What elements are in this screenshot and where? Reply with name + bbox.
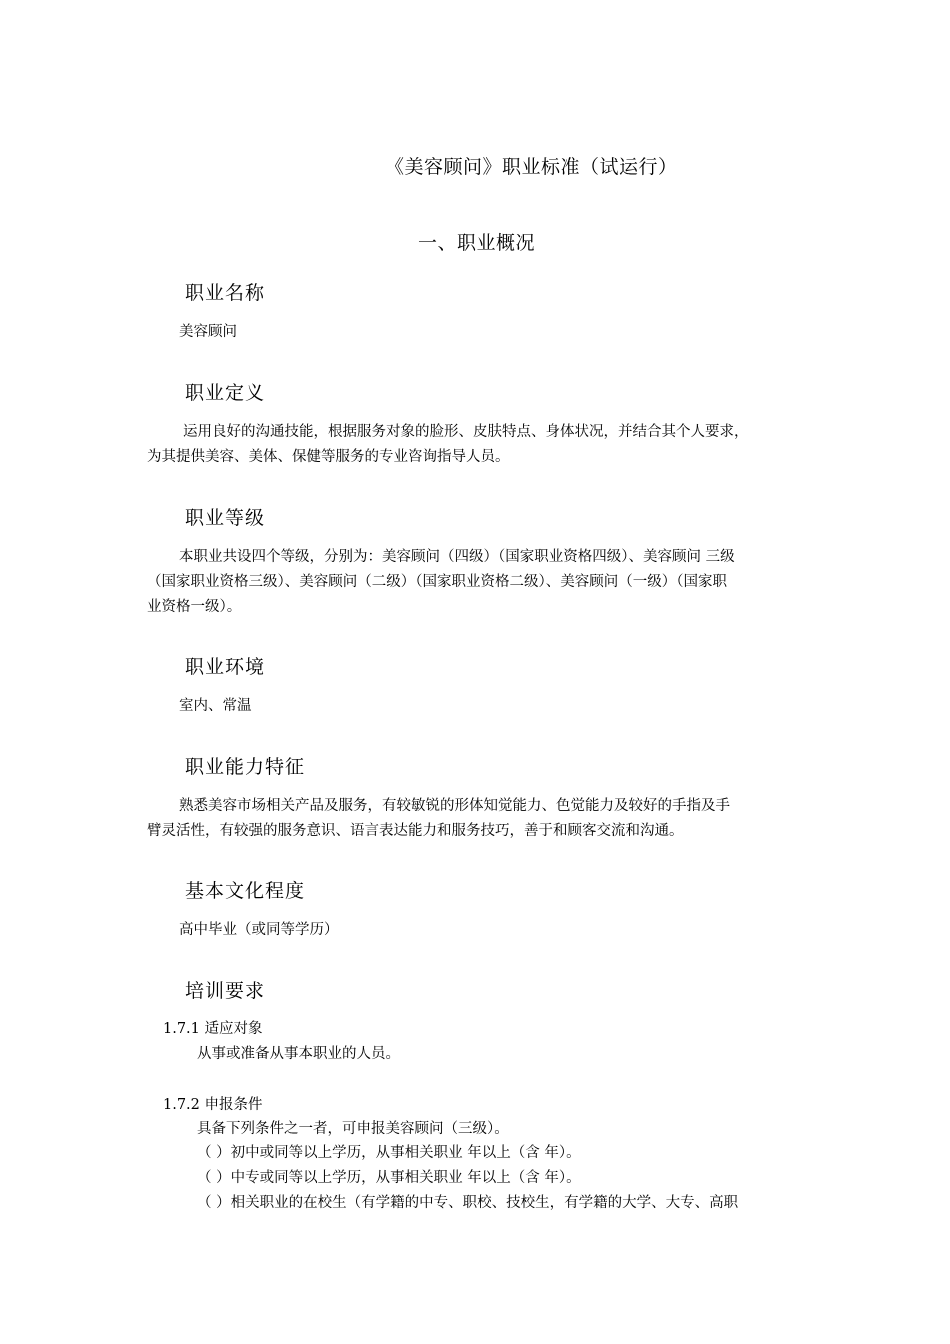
- environment-text: 室内、常温: [179, 698, 252, 714]
- education-text: 高中毕业（或同等学历）: [179, 922, 339, 938]
- definition-line-1: 运用良好的沟通技能，根据服务对象的脸形、皮肤特点、身体状况，并结合其个人要求，: [183, 424, 749, 440]
- definition-line-2: 为其提供美容、美体、保健等服务的专业咨询指导人员。: [147, 449, 510, 465]
- subheading-application-conditions: 1.7.2 申报条件: [163, 1097, 263, 1113]
- levels-line-2: （国家职业资格三级）、美容顾问（二级）（国家职业资格二级）、美容顾问（一级）（国家职: [147, 574, 727, 590]
- heading-occupation-name: 职业名称: [185, 282, 266, 304]
- heading-occupation-definition: 职业定义: [185, 382, 266, 404]
- heading-occupation-environment: 职业环境: [185, 656, 266, 678]
- condition-item-2: （ ）中专或同等以上学历，从事相关职业 年以上（含 年）。: [197, 1170, 581, 1186]
- subheading-target-audience: 1.7.1 适应对象: [163, 1021, 263, 1037]
- target-audience-text: 从事或准备从事本职业的人员。: [197, 1046, 400, 1062]
- ability-line-1: 熟悉美容市场相关产品及服务，有较敏锐的形体知觉能力、色觉能力及较好的手指及手: [179, 798, 730, 814]
- levels-line-3: 业资格一级）。: [147, 599, 242, 615]
- condition-item-3: （ ）相关职业的在校生（有学籍的中专、职校、技校生，有学籍的大学、大专、高职: [197, 1195, 739, 1211]
- occupation-name-text: 美容顾问: [179, 324, 237, 340]
- ability-line-2: 臂灵活性，有较强的服务意识、语言表达能力和服务技巧，善于和顾客交流和沟通。: [147, 823, 684, 839]
- heading-training-requirements: 培训要求: [185, 980, 266, 1002]
- heading-ability-features: 职业能力特征: [185, 756, 306, 778]
- heading-occupation-levels: 职业等级: [185, 507, 266, 529]
- document-title: 《美容顾问》职业标准（试运行）: [385, 156, 678, 178]
- section-heading-overview: 一、职业概况: [418, 232, 536, 254]
- heading-education-level: 基本文化程度: [185, 880, 306, 902]
- application-intro: 具备下列条件之一者，可申报美容顾问（三级）。: [197, 1121, 509, 1137]
- condition-item-1: （ ）初中或同等以上学历，从事相关职业 年以上（含 年）。: [197, 1145, 581, 1161]
- levels-line-1: 本职业共设四个等级，分别为：美容顾问（四级）（国家职业资格四级）、美容顾问 三级: [179, 549, 735, 565]
